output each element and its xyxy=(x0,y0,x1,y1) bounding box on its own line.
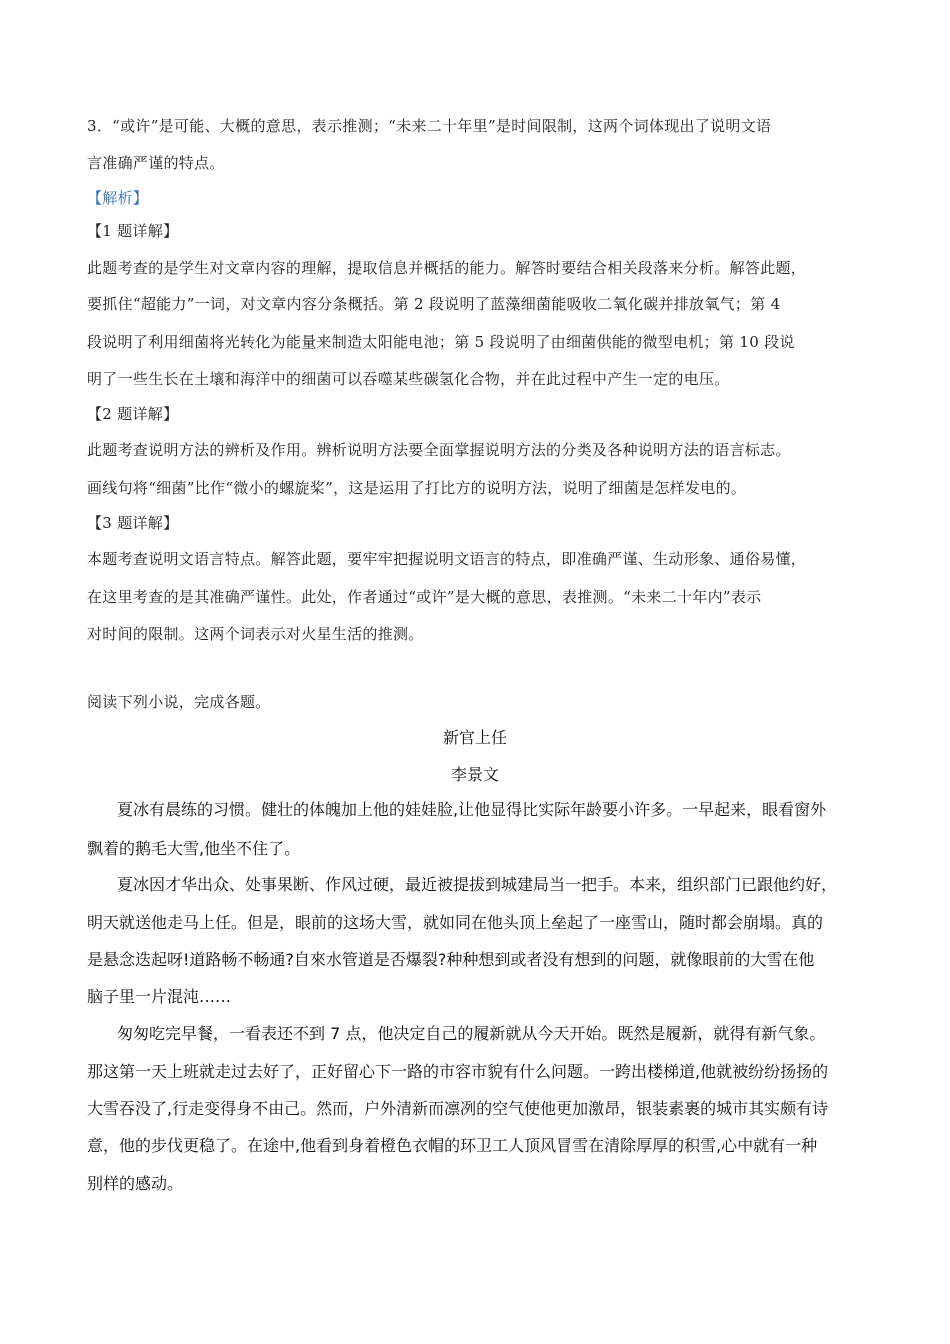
answer-3-line-1: 3．“或许”是可能、大概的意思，表示推测；“未来二十年里”是时间限制，这两个词体现出了说明文语 xyxy=(87,117,772,135)
story-title: 新官上任 xyxy=(442,728,507,747)
story-paragraph-line: 那这第一天上班就走过去好了，正好留心下一路的市容市貌有什么问题。一跨出楼梯道,他就被纷纷扬扬的 xyxy=(87,1062,829,1081)
q1-line: 此题考查的是学生对文章内容的理解，提取信息并概括的能力。解答时要结合相关段落来分析。解答此题， xyxy=(87,259,807,277)
q2-heading: 【2 题详解】 xyxy=(87,405,179,423)
q3-line: 在这里考查的是其准确严谨性。此处，作者通过“或许”是大概的意思，表推测。“未来二十年内”表示 xyxy=(87,588,762,606)
story-author: 李景文 xyxy=(450,765,499,784)
q1-heading: 【1 题详解】 xyxy=(87,222,179,240)
answer-3-line-2: 言准确严谨的特点。 xyxy=(87,154,225,172)
q3-heading: 【3 题详解】 xyxy=(87,514,179,532)
q3-line: 对时间的限制。这两个词表示对火星生活的推测。 xyxy=(87,625,424,643)
analysis-tag: 【解析】 xyxy=(87,189,149,207)
story-paragraph-line: 别样的感动。 xyxy=(87,1174,184,1193)
story-paragraph-line: 夏冰有晨练的习惯。健壮的体魄加上他的娃娃脸,让他显得比实际年龄要小许多。一早起来，眼看窗外 xyxy=(117,800,827,819)
story-paragraph-line: 脑子里一片混沌…… xyxy=(87,987,232,1006)
q3-line: 本题考查说明文语言特点。解答此题，要牢牢把握说明文语言的特点，即准确严谨、生动形象、通俗易懂， xyxy=(87,550,807,568)
q1-line: 明了一些生长在土壤和海洋中的细菌可以吞噬某些碳氢化合物，并在此过程中产生一定的电压。 xyxy=(87,370,730,388)
q1-line: 要抓住“超能力”一词，对文章内容分条概括。第 2 段说明了蓝藻细菌能吸收二氧化碳并排放氧气；第 4 xyxy=(87,295,781,313)
story-paragraph-line: 意，他的步伐更稳了。在途中,他看到身着橙色衣帽的环卫工人顶风冒雪在清除厚厚的积雪,心中就有一种 xyxy=(87,1136,818,1155)
story-paragraph-line: 是悬念迭起呀!道路畅不畅通?自來水管道是否爆裂?种种想到或者没有想到的问题，就像眼前的大雪在他 xyxy=(87,950,815,969)
story-paragraph-line: 明天就送他走马上任。但是，眼前的这场大雪，就如同在他头顶上垒起了一座雪山，随时都会崩塌。真的 xyxy=(87,913,824,932)
story-paragraph-line: 匆匆吃完早餐，一看表还不到 7 点，他决定自己的履新就从今天开始。既然是履新，就得有新气象。 xyxy=(117,1024,826,1043)
q1-line: 段说明了利用细菌将光转化为能量来制造太阳能电池；第 5 段说明了由细菌供能的微型电机；第 10 段说 xyxy=(87,333,795,351)
story-paragraph-line: 大雪吞没了,行走变得身不由己。然而，户外清新而凛冽的空气使他更加激昂，银装素裹的城市其实颇有诗 xyxy=(87,1099,829,1118)
reading-instruction: 阅读下列小说，完成各题。 xyxy=(87,693,271,711)
q2-line: 此题考查说明方法的辨析及作用。辨析说明方法要全面掌握说明方法的分类及各种说明方法的语言标志。 xyxy=(87,441,791,459)
story-paragraph-line: 飘着的鹅毛大雪,他坐不住了。 xyxy=(87,839,301,858)
q2-line: 画线句将“细菌”比作“微小的螺旋桨”，这是运用了打比方的说明方法，说明了细菌是怎样发电的。 xyxy=(87,479,747,497)
story-paragraph-line: 夏冰因才华出众、处事果断、作风过硬，最近被提拔到城建局当一把手。本来，组织部门已跟他约好， xyxy=(117,875,838,894)
